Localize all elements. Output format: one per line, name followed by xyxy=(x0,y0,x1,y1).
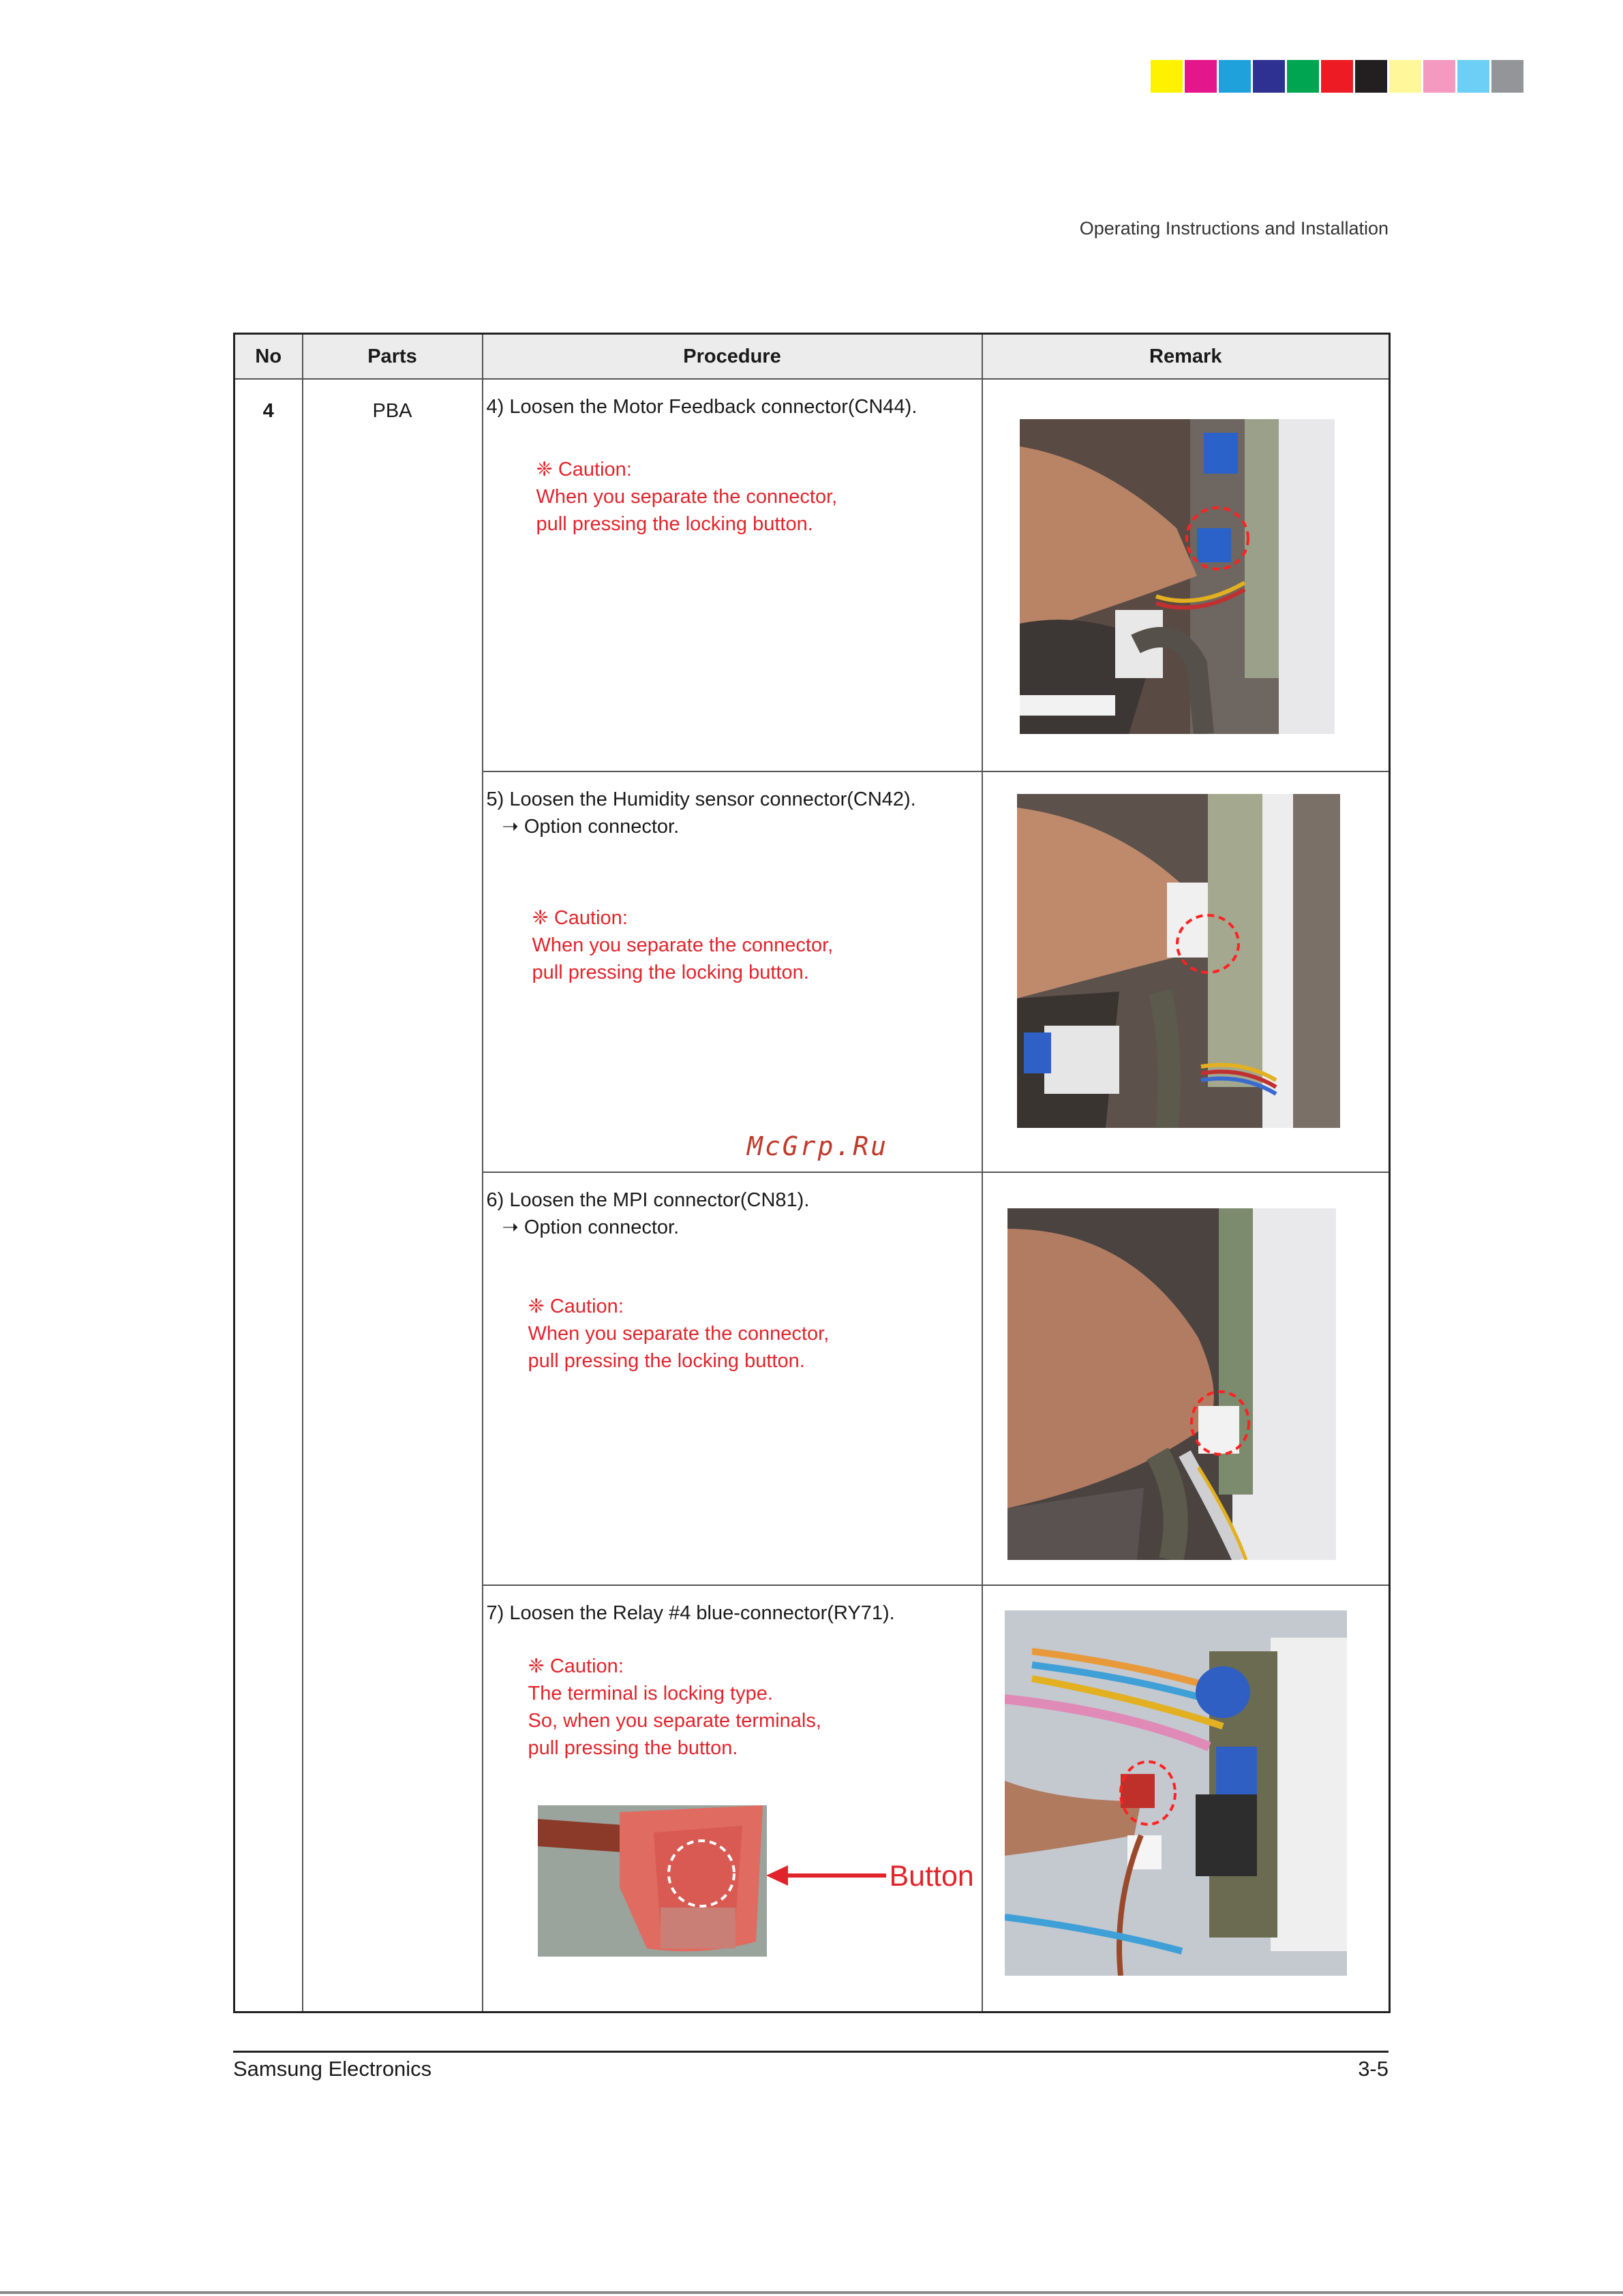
caution-title: ❈ Caution: xyxy=(536,459,632,480)
color-swatch xyxy=(1491,60,1523,93)
caution-title: ❈ Caution: xyxy=(532,907,628,929)
caution-line: The terminal is locking type. xyxy=(528,1683,773,1704)
remark-cell xyxy=(982,771,1390,1172)
color-swatch xyxy=(1185,60,1217,93)
step-text: 6) Loosen the MPI connector(CN81). xyxy=(486,1189,810,1211)
remark-cell xyxy=(982,379,1390,771)
caution-note xyxy=(528,1293,830,1375)
header-procedure: Procedure xyxy=(483,334,982,380)
photo-motor-connector xyxy=(1020,419,1335,734)
caution-line: pull pressing the locking button. xyxy=(536,513,813,535)
remark-cell xyxy=(982,1585,1390,2012)
procedure-cell xyxy=(483,1172,982,1585)
table-header-row xyxy=(234,334,1390,380)
step-text: 4) Loosen the Motor Feedback connector(CN44). xyxy=(486,396,917,418)
callout-label: Button xyxy=(889,1860,974,1893)
table-row xyxy=(234,379,1390,771)
step-subnote: ➝ Option connector. xyxy=(502,816,680,838)
caution-note xyxy=(536,456,838,538)
page-bottom-edge xyxy=(0,2291,1623,2294)
step-text: 5) Loosen the Humidity sensor connector(CN42). xyxy=(486,789,916,810)
caution-line: When you separate the connector, xyxy=(528,1323,830,1345)
remark-cell xyxy=(982,1172,1390,1585)
photo-relay-connector xyxy=(1005,1610,1347,1976)
color-swatch xyxy=(1253,60,1285,93)
procedure-cell xyxy=(483,379,982,771)
caution-title: ❈ Caution: xyxy=(528,1296,624,1317)
caution-note xyxy=(528,1653,821,1762)
footer-company: Samsung Electronics xyxy=(233,2057,432,2081)
caution-line: So, when you separate terminals, xyxy=(528,1710,821,1732)
caution-line: pull pressing the locking button. xyxy=(532,962,809,983)
color-calibration-bar xyxy=(1151,60,1526,93)
color-swatch xyxy=(1423,60,1455,93)
color-swatch xyxy=(1389,60,1421,93)
color-swatch xyxy=(1321,60,1353,93)
caution-line: pull pressing the locking button. xyxy=(528,1350,805,1372)
procedure-cell xyxy=(483,1585,982,2012)
page-number: 3-5 xyxy=(1358,2057,1389,2081)
step-text: 7) Loosen the Relay #4 blue-connector(RY71). xyxy=(486,1602,895,1624)
color-swatch xyxy=(1219,60,1251,93)
caution-note xyxy=(532,904,834,986)
photo-humidity-connector xyxy=(1017,794,1340,1128)
photo-terminal-closeup xyxy=(538,1805,767,1957)
color-swatch xyxy=(1457,60,1489,93)
cell-parts: PBA xyxy=(303,379,483,2012)
photo-mpi-connector xyxy=(1007,1208,1336,1560)
step-subnote: ➝ Option connector. xyxy=(502,1216,680,1238)
header-parts: Parts xyxy=(303,334,483,380)
caution-line: When you separate the connector, xyxy=(536,486,838,508)
caution-line: pull pressing the button. xyxy=(528,1737,738,1759)
page-header-title: Operating Instructions and Installation xyxy=(1079,218,1389,239)
color-swatch xyxy=(1151,60,1183,93)
procedure-table xyxy=(233,333,1391,2013)
header-no: No xyxy=(234,334,303,380)
cell-no: 4 xyxy=(234,379,303,2012)
caution-line: When you separate the connector, xyxy=(532,934,834,956)
footer-divider xyxy=(233,2051,1389,2053)
procedure-cell xyxy=(483,771,982,1172)
watermark: McGrp.Ru xyxy=(747,1131,889,1161)
callout-arrow xyxy=(766,1858,889,1893)
header-remark: Remark xyxy=(982,334,1390,380)
color-swatch xyxy=(1355,60,1387,93)
caution-title: ❈ Caution: xyxy=(528,1655,624,1677)
color-swatch xyxy=(1287,60,1319,93)
